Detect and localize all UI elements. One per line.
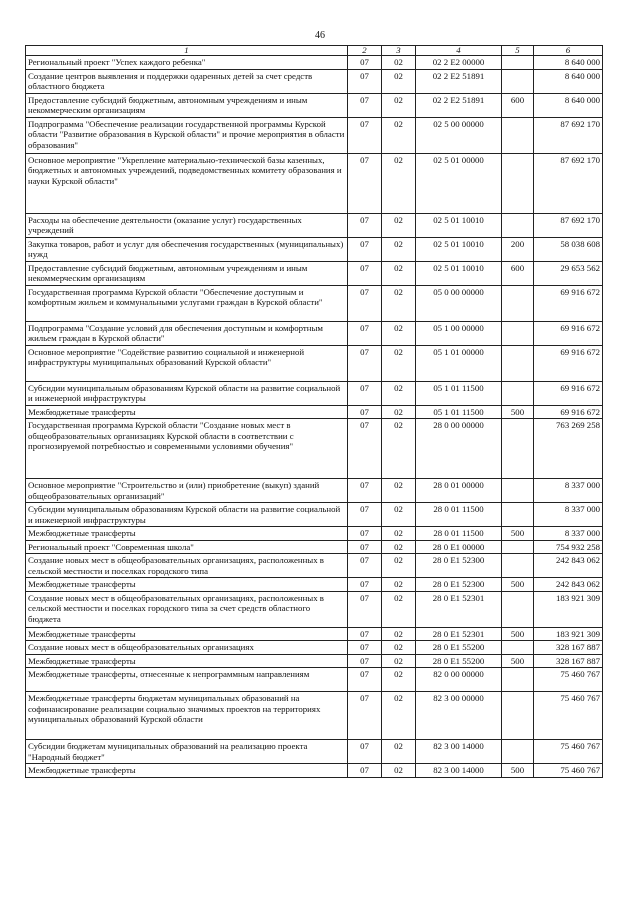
target-article-cell: 82 3 00 00000	[416, 692, 502, 740]
amount-cell: 75 460 767	[534, 692, 603, 740]
amount-cell: 242 843 062	[534, 554, 603, 578]
expense-type-cell	[502, 540, 534, 554]
table-row	[26, 405, 603, 419]
expense-type-cell	[502, 419, 534, 479]
amount-cell: 328 167 887	[534, 641, 603, 655]
budget-table	[25, 45, 603, 778]
amount-cell: 763 269 258	[534, 419, 603, 479]
target-article-cell: 28 0 E1 52301	[416, 591, 502, 627]
expense-type-cell	[502, 153, 534, 213]
subsection-cell: 02	[382, 93, 416, 117]
column-header: 5	[502, 46, 534, 56]
header-row	[26, 46, 603, 56]
row-name-cell: Подпрограмма "Обеспечение реализации государственной программы Курской области "Развитие образования в Курской области" и прочие мероприятия в области образования"	[26, 117, 348, 153]
table-row	[26, 56, 603, 70]
column-header: 4	[416, 46, 502, 56]
target-article-cell: 02 2 E2 00000	[416, 56, 502, 70]
subsection-cell: 02	[382, 419, 416, 479]
target-article-cell: 05 1 01 11500	[416, 381, 502, 405]
table-row	[26, 213, 603, 237]
target-article-cell: 82 0 00 00000	[416, 668, 502, 692]
table-row	[26, 153, 603, 213]
expense-type-cell	[502, 668, 534, 692]
table-row	[26, 503, 603, 527]
amount-cell: 8 640 000	[534, 69, 603, 93]
expense-type-cell: 500	[502, 654, 534, 668]
row-name-cell: Основное мероприятие "Укрепление материально-технической базы казенных, бюджетных и автономных учреждений, подведомственных комитету образования и науки Курской области"	[26, 153, 348, 213]
row-name-cell: Субсидии муниципальным образованиям Курской области на развитие социальной и инженерной инфраструктуры	[26, 381, 348, 405]
subsection-cell: 02	[382, 213, 416, 237]
section-cell: 07	[348, 285, 382, 321]
target-article-cell: 02 5 01 10010	[416, 237, 502, 261]
expense-type-cell	[502, 69, 534, 93]
subsection-cell: 02	[382, 405, 416, 419]
row-name-cell: Государственная программа Курской области "Создание новых мест в общеобразовательных организациях Курской области в соответствии с прогнозируемой потребностью и современными условиями обучения"	[26, 419, 348, 479]
table-row	[26, 554, 603, 578]
subsection-cell: 02	[382, 237, 416, 261]
section-cell: 07	[348, 56, 382, 70]
subsection-cell: 02	[382, 381, 416, 405]
amount-cell: 75 460 767	[534, 740, 603, 764]
table-row	[26, 345, 603, 381]
table-row	[26, 419, 603, 479]
expense-type-cell	[502, 345, 534, 381]
table-row	[26, 540, 603, 554]
row-name-cell: Субсидии муниципальным образованиям Курской области на развитие социальной и инженерной инфраструктуры	[26, 503, 348, 527]
subsection-cell: 02	[382, 117, 416, 153]
expense-type-cell	[502, 740, 534, 764]
subsection-cell: 02	[382, 692, 416, 740]
target-article-cell: 02 5 01 10010	[416, 213, 502, 237]
row-name-cell: Создание новых мест в общеобразовательных организациях, расположенных в сельской местности и поселках городского типа	[26, 554, 348, 578]
amount-cell: 87 692 170	[534, 153, 603, 213]
row-name-cell: Межбюджетные трансферты	[26, 405, 348, 419]
column-header: 3	[382, 46, 416, 56]
target-article-cell: 02 2 E2 51891	[416, 93, 502, 117]
table-row	[26, 591, 603, 627]
subsection-cell: 02	[382, 554, 416, 578]
row-name-cell: Подпрограмма "Создание условий для обеспечения доступным и комфортным жильем граждан в Курской области"	[26, 321, 348, 345]
section-cell: 07	[348, 641, 382, 655]
row-name-cell: Создание центров выявления и поддержки одаренных детей за счет средств областного бюджета	[26, 69, 348, 93]
table-row	[26, 117, 603, 153]
section-cell: 07	[348, 527, 382, 541]
table-row	[26, 578, 603, 592]
section-cell: 07	[348, 93, 382, 117]
section-cell: 07	[348, 321, 382, 345]
section-cell: 07	[348, 627, 382, 641]
target-article-cell: 05 0 00 00000	[416, 285, 502, 321]
section-cell: 07	[348, 117, 382, 153]
expense-type-cell	[502, 641, 534, 655]
subsection-cell: 02	[382, 578, 416, 592]
row-name-cell: Межбюджетные трансферты, отнесенные к непрограммным направлениям	[26, 668, 348, 692]
expense-type-cell: 500	[502, 527, 534, 541]
expense-type-cell	[502, 285, 534, 321]
row-name-cell: Предоставление субсидий бюджетным, автономным учреждениям и иным некоммерческим организациям	[26, 261, 348, 285]
column-header: 6	[534, 46, 603, 56]
target-article-cell: 28 0 01 11500	[416, 503, 502, 527]
table-row	[26, 627, 603, 641]
section-cell: 07	[348, 578, 382, 592]
target-article-cell: 02 5 01 10010	[416, 261, 502, 285]
subsection-cell: 02	[382, 261, 416, 285]
target-article-cell: 28 0 01 00000	[416, 479, 502, 503]
row-name-cell: Основное мероприятие "Содействие развитию социальной и инженерной инфраструктуры муниципальных образований Курской области"	[26, 345, 348, 381]
row-name-cell: Основное мероприятие "Строительство и (или) приобретение (выкуп) зданий общеобразовательных организаций"	[26, 479, 348, 503]
subsection-cell: 02	[382, 527, 416, 541]
amount-cell: 58 038 608	[534, 237, 603, 261]
amount-cell: 69 916 672	[534, 381, 603, 405]
row-name-cell: Субсидии бюджетам муниципальных образований на реализацию проекта "Народный бюджет"	[26, 740, 348, 764]
target-article-cell: 28 0 E1 55200	[416, 641, 502, 655]
expense-type-cell	[502, 554, 534, 578]
subsection-cell: 02	[382, 503, 416, 527]
target-article-cell: 28 0 E1 52300	[416, 554, 502, 578]
expense-type-cell: 500	[502, 764, 534, 778]
row-name-cell: Межбюджетные трансферты бюджетам муниципальных образований на софинансирование реализации социально значимых проектов на территориях муниципальных образований Курской области	[26, 692, 348, 740]
table-row	[26, 764, 603, 778]
target-article-cell: 28 0 E1 55200	[416, 654, 502, 668]
amount-cell: 328 167 887	[534, 654, 603, 668]
table-row	[26, 641, 603, 655]
section-cell: 07	[348, 740, 382, 764]
section-cell: 07	[348, 668, 382, 692]
row-name-cell: Закупка товаров, работ и услуг для обеспечения государственных (муниципальных) нужд	[26, 237, 348, 261]
section-cell: 07	[348, 419, 382, 479]
amount-cell: 69 916 672	[534, 285, 603, 321]
table-row	[26, 321, 603, 345]
expense-type-cell: 600	[502, 261, 534, 285]
section-cell: 07	[348, 692, 382, 740]
amount-cell: 242 843 062	[534, 578, 603, 592]
target-article-cell: 82 3 00 14000	[416, 740, 502, 764]
expense-type-cell: 500	[502, 627, 534, 641]
amount-cell: 69 916 672	[534, 321, 603, 345]
section-cell: 07	[348, 479, 382, 503]
amount-cell: 183 921 309	[534, 627, 603, 641]
row-name-cell: Создание новых мест в общеобразовательных организациях	[26, 641, 348, 655]
subsection-cell: 02	[382, 285, 416, 321]
row-name-cell: Расходы на обеспечение деятельности (оказание услуг) государственных учреждений	[26, 213, 348, 237]
table-row	[26, 69, 603, 93]
subsection-cell: 02	[382, 479, 416, 503]
page-number: 46	[315, 30, 325, 41]
subsection-cell: 02	[382, 641, 416, 655]
row-name-cell: Межбюджетные трансферты	[26, 654, 348, 668]
amount-cell: 69 916 672	[534, 345, 603, 381]
expense-type-cell: 500	[502, 578, 534, 592]
table-row	[26, 381, 603, 405]
subsection-cell: 02	[382, 345, 416, 381]
target-article-cell: 28 0 E1 52300	[416, 578, 502, 592]
table-row	[26, 668, 603, 692]
row-name-cell: Государственная программа Курской области "Обеспечение доступным и комфортным жильем и коммунальными услугами граждан в Курской области"	[26, 285, 348, 321]
target-article-cell: 28 0 01 11500	[416, 527, 502, 541]
subsection-cell: 02	[382, 654, 416, 668]
row-name-cell: Межбюджетные трансферты	[26, 527, 348, 541]
expense-type-cell	[502, 692, 534, 740]
table-row	[26, 479, 603, 503]
expense-type-cell: 600	[502, 93, 534, 117]
subsection-cell: 02	[382, 153, 416, 213]
amount-cell: 87 692 170	[534, 213, 603, 237]
table-row	[26, 527, 603, 541]
row-name-cell: Региональный проект "Современная школа"	[26, 540, 348, 554]
target-article-cell: 05 1 01 11500	[416, 405, 502, 419]
target-article-cell: 82 3 00 14000	[416, 764, 502, 778]
expense-type-cell	[502, 56, 534, 70]
table-row	[26, 654, 603, 668]
target-article-cell: 02 5 01 00000	[416, 153, 502, 213]
expense-type-cell	[502, 321, 534, 345]
section-cell: 07	[348, 381, 382, 405]
target-article-cell: 28 0 00 00000	[416, 419, 502, 479]
column-header: 2	[348, 46, 382, 56]
table-row	[26, 237, 603, 261]
row-name-cell: Межбюджетные трансферты	[26, 578, 348, 592]
expense-type-cell	[502, 479, 534, 503]
subsection-cell: 02	[382, 668, 416, 692]
row-name-cell: Межбюджетные трансферты	[26, 764, 348, 778]
amount-cell: 8 337 000	[534, 479, 603, 503]
amount-cell: 75 460 767	[534, 668, 603, 692]
target-article-cell: 05 1 01 00000	[416, 345, 502, 381]
table-row	[26, 692, 603, 740]
expense-type-cell	[502, 117, 534, 153]
section-cell: 07	[348, 554, 382, 578]
subsection-cell: 02	[382, 540, 416, 554]
section-cell: 07	[348, 213, 382, 237]
amount-cell: 754 932 258	[534, 540, 603, 554]
row-name-cell: Региональный проект "Успех каждого ребенка"	[26, 56, 348, 70]
section-cell: 07	[348, 654, 382, 668]
table-row	[26, 285, 603, 321]
amount-cell: 29 653 562	[534, 261, 603, 285]
amount-cell: 69 916 672	[534, 405, 603, 419]
section-cell: 07	[348, 540, 382, 554]
subsection-cell: 02	[382, 69, 416, 93]
expense-type-cell	[502, 503, 534, 527]
section-cell: 07	[348, 69, 382, 93]
amount-cell: 183 921 309	[534, 591, 603, 627]
subsection-cell: 02	[382, 591, 416, 627]
target-article-cell: 28 0 E1 52301	[416, 627, 502, 641]
expense-type-cell	[502, 381, 534, 405]
expense-type-cell: 500	[502, 405, 534, 419]
amount-cell: 8 640 000	[534, 93, 603, 117]
subsection-cell: 02	[382, 321, 416, 345]
amount-cell: 75 460 767	[534, 764, 603, 778]
target-article-cell: 28 0 E1 00000	[416, 540, 502, 554]
section-cell: 07	[348, 405, 382, 419]
row-name-cell: Создание новых мест в общеобразовательных организациях, расположенных в сельской местности и поселках городского типа за счет средств областного бюджета	[26, 591, 348, 627]
amount-cell: 87 692 170	[534, 117, 603, 153]
target-article-cell: 02 2 E2 51891	[416, 69, 502, 93]
section-cell: 07	[348, 503, 382, 527]
amount-cell: 8 640 000	[534, 56, 603, 70]
amount-cell: 8 337 000	[534, 527, 603, 541]
section-cell: 07	[348, 764, 382, 778]
amount-cell: 8 337 000	[534, 503, 603, 527]
section-cell: 07	[348, 153, 382, 213]
section-cell: 07	[348, 237, 382, 261]
section-cell: 07	[348, 261, 382, 285]
subsection-cell: 02	[382, 764, 416, 778]
table-row	[26, 93, 603, 117]
expense-type-cell	[502, 591, 534, 627]
section-cell: 07	[348, 591, 382, 627]
expense-type-cell: 200	[502, 237, 534, 261]
row-name-cell: Предоставление субсидий бюджетным, автономным учреждениям и иным некоммерческим организациям	[26, 93, 348, 117]
target-article-cell: 02 5 00 00000	[416, 117, 502, 153]
subsection-cell: 02	[382, 627, 416, 641]
column-header: 1	[26, 46, 348, 56]
row-name-cell: Межбюджетные трансферты	[26, 627, 348, 641]
table-row	[26, 261, 603, 285]
subsection-cell: 02	[382, 56, 416, 70]
subsection-cell: 02	[382, 740, 416, 764]
table-row	[26, 740, 603, 764]
expense-type-cell	[502, 213, 534, 237]
target-article-cell: 05 1 00 00000	[416, 321, 502, 345]
section-cell: 07	[348, 345, 382, 381]
